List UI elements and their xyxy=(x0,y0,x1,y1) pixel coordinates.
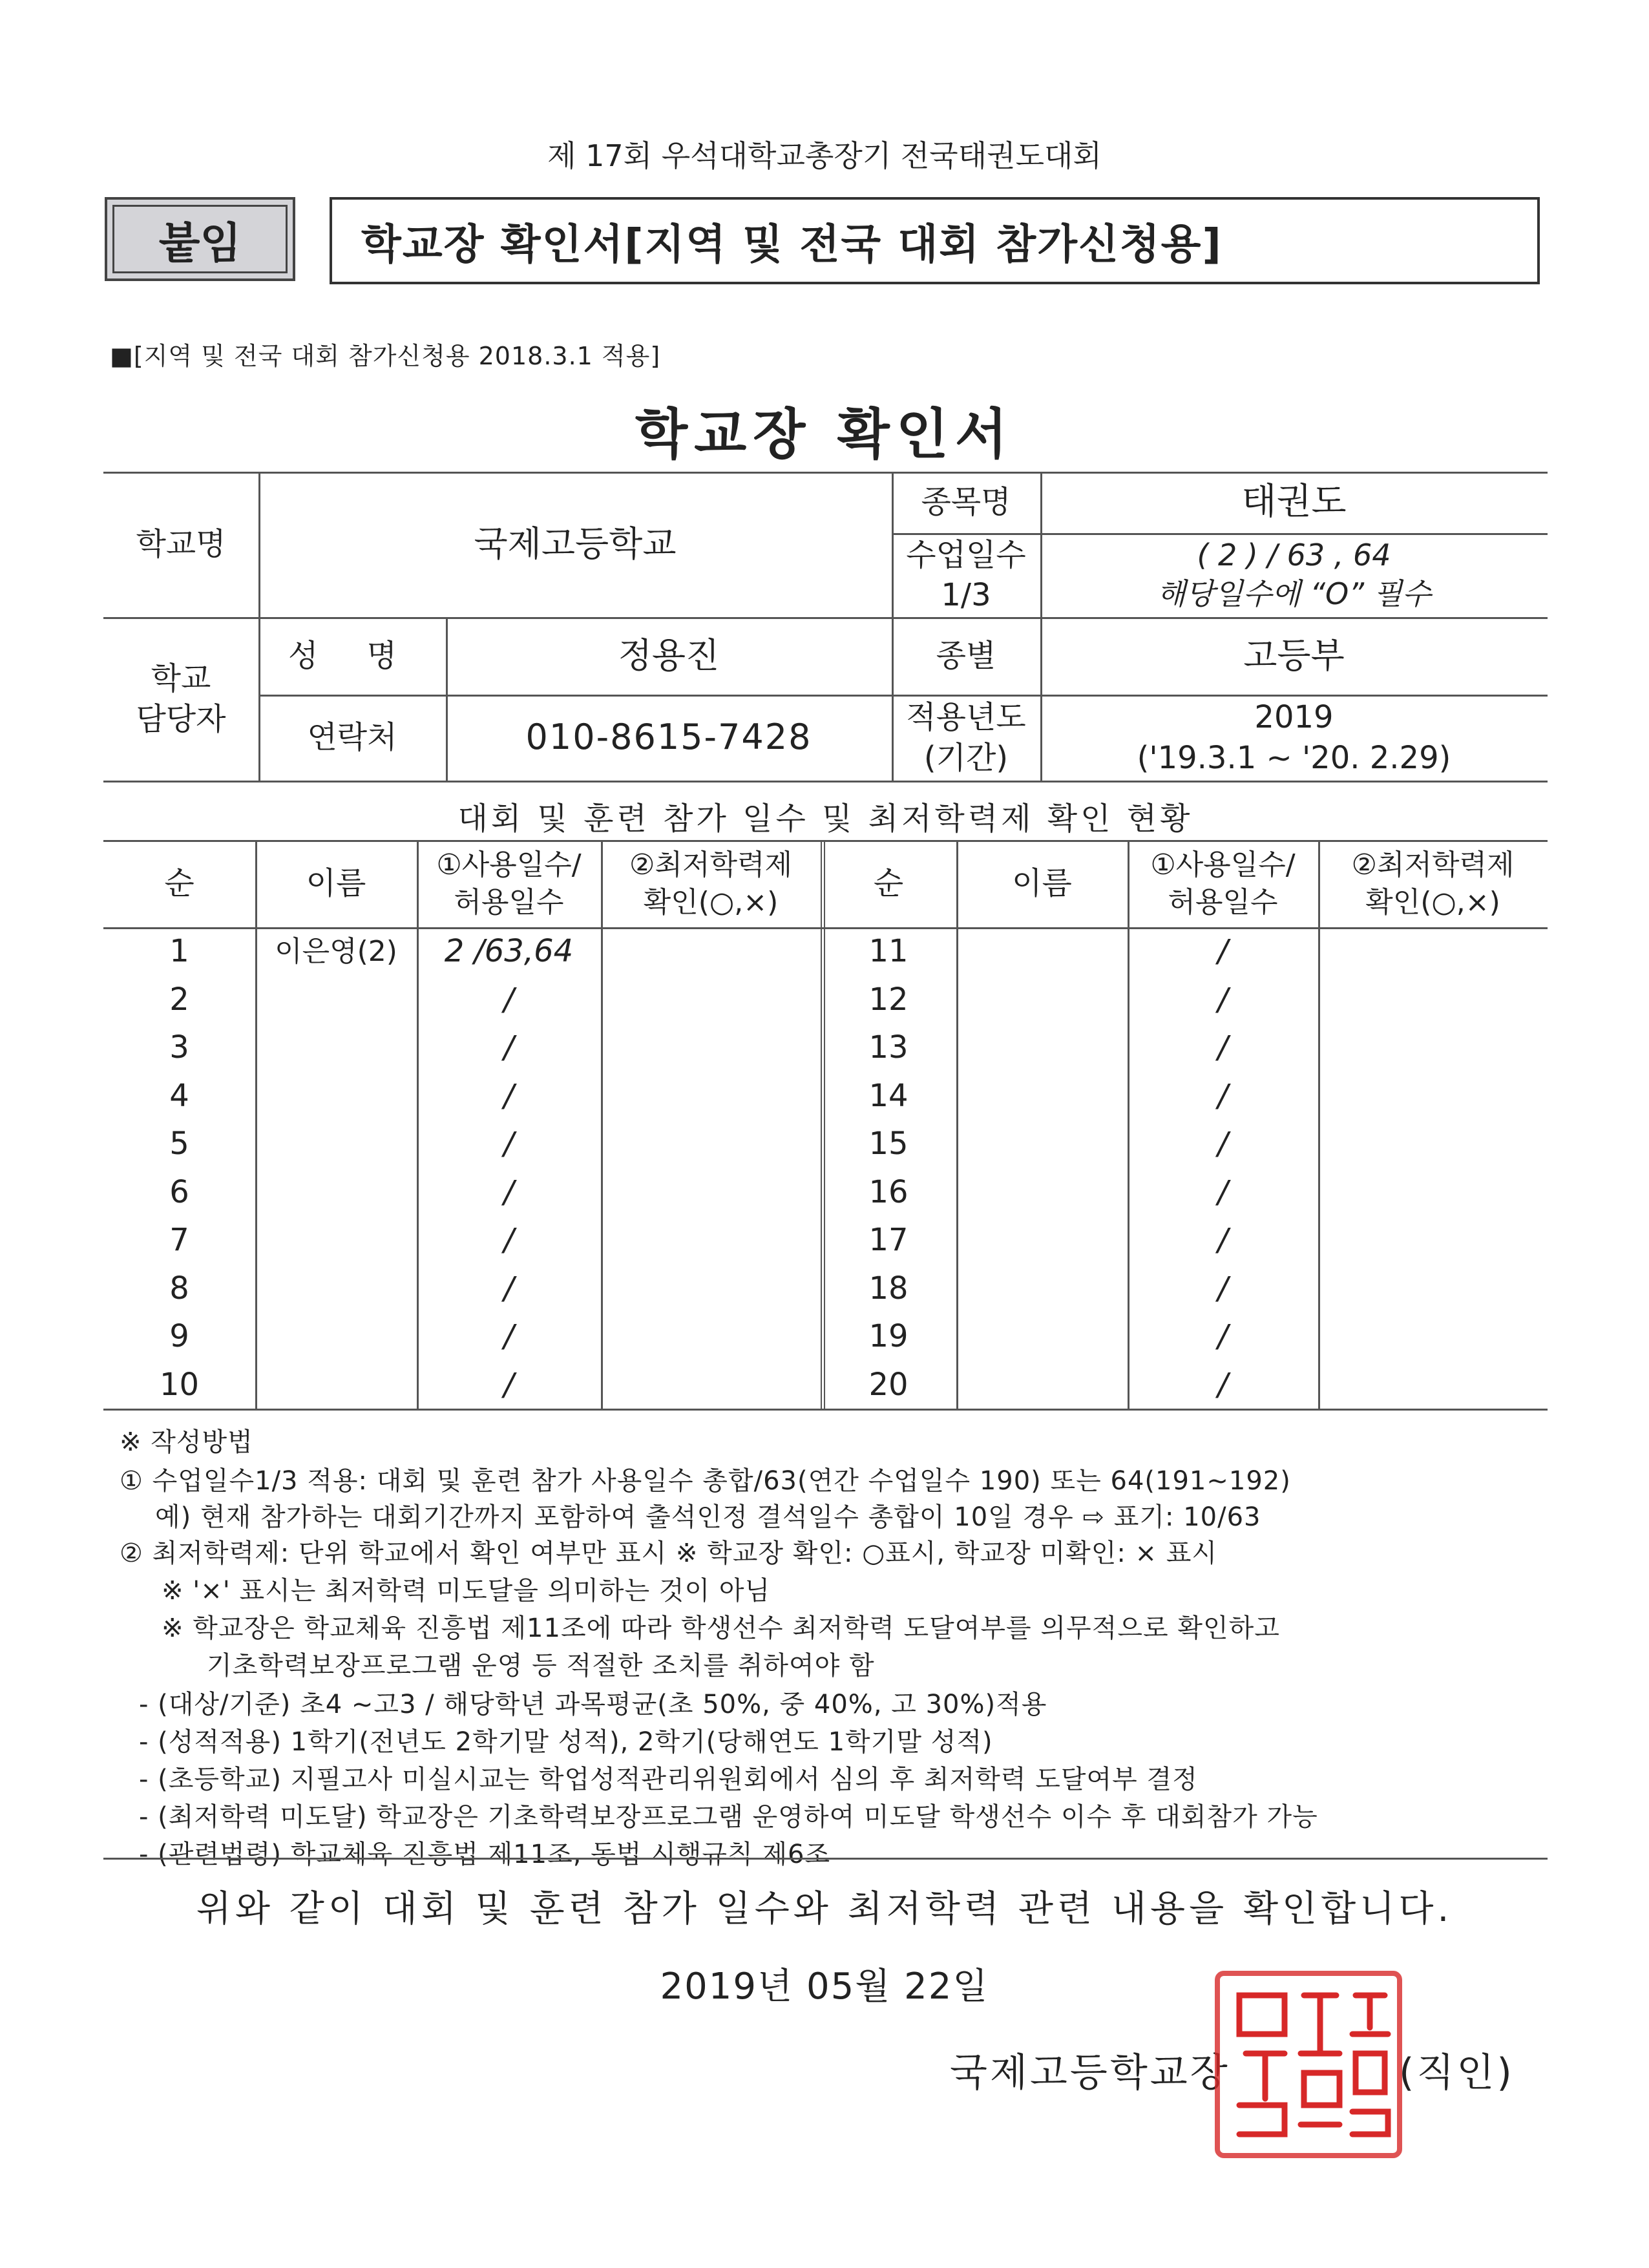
row-days: / xyxy=(1217,1270,1228,1307)
row-days: / xyxy=(1217,1222,1228,1259)
row-number: 17 xyxy=(868,1222,909,1259)
row-number: 10 xyxy=(159,1366,200,1403)
row-check xyxy=(601,1168,821,1217)
row-name xyxy=(956,1216,1128,1265)
row-days: / xyxy=(503,1270,514,1307)
row-number: 18 xyxy=(868,1270,909,1307)
divider xyxy=(103,781,1548,782)
attachment-badge: 붙임 xyxy=(105,197,295,281)
row-check xyxy=(1318,927,1548,976)
row-number: 15 xyxy=(868,1126,909,1162)
header-check-line1: ②최저학력제 xyxy=(1351,848,1515,882)
row-name xyxy=(956,1072,1128,1120)
row-days: / xyxy=(503,1126,514,1162)
row-check xyxy=(601,1120,821,1168)
row-check xyxy=(601,1312,821,1361)
year-label xyxy=(892,695,1040,781)
row-days: / xyxy=(503,981,514,1018)
row-number: 4 xyxy=(169,1077,189,1114)
class-days-label-line1: 수업일수 xyxy=(906,536,1026,573)
class-days-label-line2: 1/3 xyxy=(941,577,991,613)
signer-name: 국제고등학교장 xyxy=(950,2050,1230,2095)
row-days: / xyxy=(1217,1126,1228,1162)
row-check xyxy=(1318,1024,1548,1072)
year-value-line1: 2019 xyxy=(1254,699,1334,736)
row-check xyxy=(601,1216,821,1265)
contact-label: 연락처 xyxy=(307,719,397,756)
row-name xyxy=(956,1312,1128,1361)
row-number: 8 xyxy=(169,1270,189,1307)
instruction-line: ※ 학교장은 학교체육 진흥법 제11조에 따라 학생선수 최저학력 도달여부를 의무적으로 확인하고 xyxy=(162,1613,1280,1643)
row-number: 11 xyxy=(868,933,909,970)
row-check xyxy=(1318,1361,1548,1409)
instruction-line: - (초등학교) 지필고사 미실시교는 학업성적관리위원회에서 심의 후 최저학력 도달여부 결정 xyxy=(139,1765,1198,1794)
row-days: / xyxy=(1217,981,1228,1018)
row-check xyxy=(601,927,821,976)
division-label: 종별 xyxy=(936,637,996,674)
row-days: / xyxy=(503,1222,514,1259)
row-days: / xyxy=(503,1318,514,1355)
row-number: 16 xyxy=(868,1173,909,1210)
row-check xyxy=(1318,1168,1548,1217)
left-header-days xyxy=(417,840,601,927)
section-title: 대회 및 훈련 참가 일수 및 최저학력제 확인 현황 xyxy=(457,801,1193,837)
row-number: 13 xyxy=(868,1029,909,1066)
divider xyxy=(103,1858,1548,1860)
instruction-line: ① 수업일수1/3 적용: 대회 및 훈련 참가 사용일수 총합/63(연간 수업일수 190) 또는 64(191~192) xyxy=(120,1466,1291,1496)
staff-name-value: 정용진 xyxy=(618,635,720,676)
row-check xyxy=(601,976,821,1024)
instructions-heading: ※ 작성방법 xyxy=(120,1427,253,1457)
header-days-line1: ①사용일수/ xyxy=(436,848,582,882)
row-number: 5 xyxy=(169,1126,189,1162)
row-number: 6 xyxy=(169,1173,189,1210)
row-check xyxy=(1318,1265,1548,1313)
seal-note: (직인) xyxy=(1399,2050,1515,2095)
row-days: / xyxy=(1217,1318,1228,1355)
row-name xyxy=(255,1216,417,1265)
seal-glyphs xyxy=(1220,1976,1397,2153)
event-value: 태권도 xyxy=(1241,481,1347,523)
instruction-line: - (관련법령) 학교체육 진흥법 제11조, 동법 시행규칙 제6조 xyxy=(139,1840,831,1869)
row-days: / xyxy=(1217,1173,1228,1210)
row-check xyxy=(1318,1216,1548,1265)
form-title-box: 학교장 확인서[지역 및 전국 대회 참가신청용] xyxy=(330,197,1540,284)
event-label: 종목명 xyxy=(921,484,1011,521)
row-name xyxy=(255,1072,417,1120)
row-name xyxy=(255,1024,417,1072)
row-name xyxy=(255,1312,417,1361)
row-check xyxy=(601,1024,821,1072)
event-title: 제 17회 우석대학교총장기 전국태권도대회 xyxy=(547,138,1102,173)
staff-label xyxy=(103,617,258,781)
row-number: 14 xyxy=(868,1077,909,1114)
row-name xyxy=(956,927,1128,976)
row-days: / xyxy=(503,1077,514,1114)
row-check xyxy=(601,1265,821,1313)
official-seal xyxy=(1215,1971,1402,2158)
row-days: 2 /63,64 xyxy=(444,933,574,970)
row-days: / xyxy=(503,1029,514,1066)
row-number: 12 xyxy=(868,981,909,1018)
row-check xyxy=(1318,1072,1548,1120)
right-header-check xyxy=(1318,840,1548,927)
row-days: / xyxy=(503,1173,514,1210)
row-number: 2 xyxy=(169,981,189,1018)
row-name xyxy=(255,976,417,1024)
instruction-line: - (성적적용) 1학기(전년도 2학기말 성적), 2학기(당해연도 1학기말 성적) xyxy=(139,1727,993,1757)
row-check xyxy=(1318,1312,1548,1361)
row-number: 19 xyxy=(868,1318,909,1355)
instruction-line: 예) 현재 참가하는 대회기간까지 포함하여 출석인정 결석일수 총합이 10일 경우 ⇨ 표기: 10/63 xyxy=(155,1502,1261,1532)
row-number: 3 xyxy=(169,1029,189,1066)
row-days: / xyxy=(503,1366,514,1403)
divider xyxy=(103,1409,1548,1411)
instruction-line: 기초학력보장프로그램 운영 등 적절한 조치를 취하여야 함 xyxy=(207,1651,875,1681)
row-check xyxy=(1318,1120,1548,1168)
right-header-no: 순 xyxy=(873,865,904,902)
row-name xyxy=(956,1265,1128,1313)
header-check-line2: 확인(○,×) xyxy=(643,885,779,919)
row-name xyxy=(956,1361,1128,1409)
left-header-name: 이름 xyxy=(306,865,366,902)
instruction-line: ※ '×' 표시는 최저학력 미도달을 의미하는 것이 아님 xyxy=(162,1576,771,1606)
header-days-line2: 허용일수 xyxy=(454,885,564,919)
applicability-note: ■[지역 및 전국 대회 참가신청용 2018.3.1 적용] xyxy=(110,342,661,370)
row-number: 20 xyxy=(868,1366,909,1403)
row-name xyxy=(255,1265,417,1313)
class-days-instruction: 해당일수에 “O” 필수 xyxy=(1157,576,1431,611)
left-header-check xyxy=(601,840,821,927)
row-days: / xyxy=(1217,1366,1228,1403)
school-name-value: 국제고등학교 xyxy=(474,523,677,565)
header-check-line2: 확인(○,×) xyxy=(1365,885,1500,919)
row-name xyxy=(255,1168,417,1217)
row-days: / xyxy=(1217,1029,1228,1066)
document-title: 학교장 확인서 xyxy=(635,403,1014,466)
row-name xyxy=(255,1361,417,1409)
date: 2019년 05월 22일 xyxy=(660,1966,989,2008)
row-check xyxy=(1318,976,1548,1024)
year-label-line1: 적용년도 xyxy=(906,699,1026,736)
header-check-line1: ②최저학력제 xyxy=(629,848,792,882)
row-check xyxy=(601,1361,821,1409)
year-value xyxy=(1040,695,1548,781)
staff-label-line2: 담당자 xyxy=(136,700,226,737)
row-name xyxy=(956,1120,1128,1168)
row-number: 9 xyxy=(169,1318,189,1355)
row-number: 7 xyxy=(169,1222,189,1259)
row-name xyxy=(956,976,1128,1024)
header-days-line2: 허용일수 xyxy=(1168,885,1278,919)
class-days-count: ( 2 ) / 63 , 64 xyxy=(1197,538,1391,573)
class-days-label xyxy=(892,533,1040,617)
row-name: 이은영(2) xyxy=(275,934,397,968)
row-number: 1 xyxy=(169,933,189,970)
row-days: / xyxy=(1217,933,1228,970)
right-header-days xyxy=(1128,840,1318,927)
year-value-line2: ('19.3.1 ~ '20. 2.29) xyxy=(1137,739,1451,776)
year-label-line2: (기간) xyxy=(923,739,1009,776)
staff-label-line1: 학교 xyxy=(151,660,211,697)
row-name xyxy=(956,1168,1128,1217)
right-header-name: 이름 xyxy=(1012,865,1072,902)
school-name-label: 학교명 xyxy=(136,526,226,563)
row-days: / xyxy=(1217,1077,1228,1114)
instruction-line: ② 최저학력제: 단위 학교에서 확인 여부만 표시 ※ 학교장 확인: ○표시, 학교장 미확인: × 표시 xyxy=(120,1538,1218,1568)
left-header-no: 순 xyxy=(164,865,194,902)
contact-value: 010-8615-7428 xyxy=(525,717,812,758)
row-name xyxy=(255,1120,417,1168)
row-check xyxy=(601,1072,821,1120)
confirmation-statement: 위와 같이 대회 및 훈련 참가 일수와 최저학력 관련 내용을 확인합니다. xyxy=(196,1888,1453,1930)
staff-name-label: 성 명 xyxy=(288,637,416,674)
division-value: 고등부 xyxy=(1243,635,1345,676)
row-name xyxy=(956,1024,1128,1072)
class-days-value xyxy=(1040,533,1548,617)
header-days-line1: ①사용일수/ xyxy=(1150,848,1296,882)
instruction-line: - (최저학력 미도달) 학교장은 기초학력보장프로그램 운영하여 미도달 학생선수 이수 후 대회참가 가능 xyxy=(139,1802,1318,1832)
instruction-line: - (대상/기준) 초4 ~고3 / 해당학년 과목평균(초 50%, 중 40%, 고 30%)적용 xyxy=(139,1690,1047,1719)
